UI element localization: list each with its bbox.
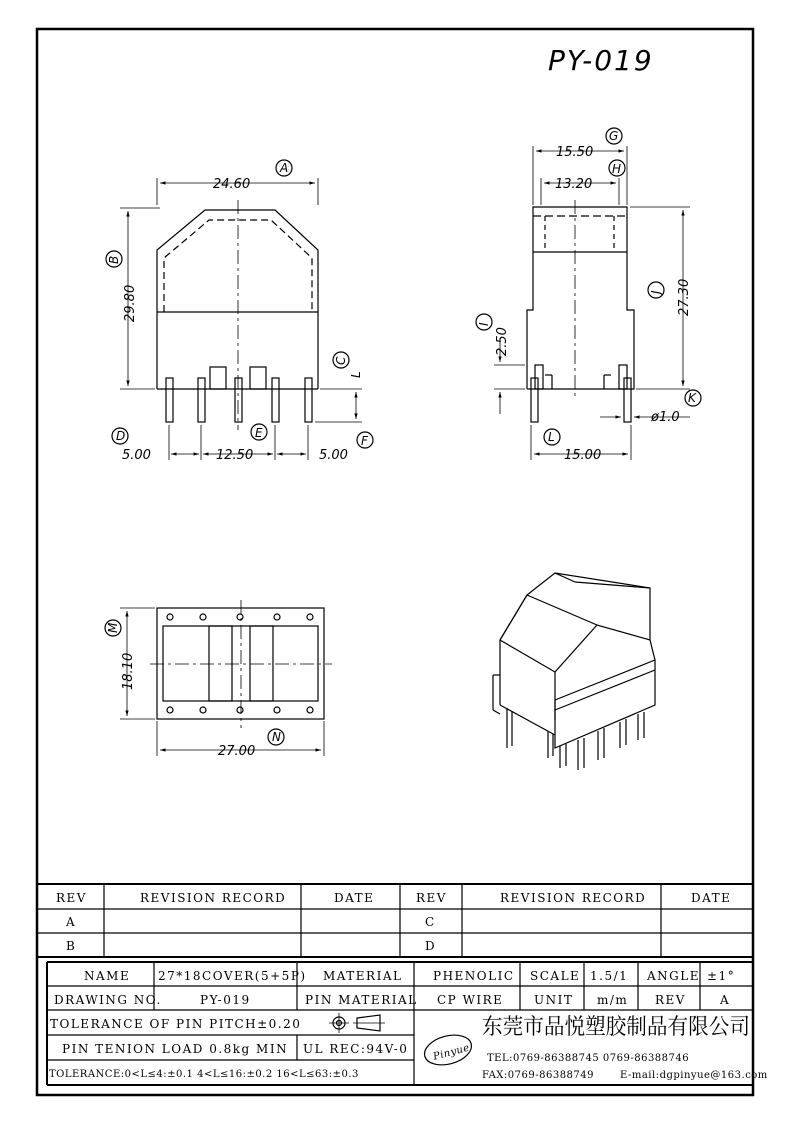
bottom-view [105, 600, 332, 756]
front-view [106, 160, 373, 460]
rev-header-left: REV [56, 891, 87, 905]
record-header-right: REVISION RECORD [500, 891, 647, 905]
rev-header-right: REV [416, 891, 447, 905]
marker-b: B [107, 255, 121, 264]
tolerance-general: TOLERANCE:0<L≤4:±0.1 4<L≤16:±0.2 16<L≤63:±0.3 [49, 1069, 359, 1080]
side-step-dim: 2.50 [495, 327, 510, 356]
scale-label: SCALE [530, 969, 581, 983]
side-pin-pitch-dim: 15.00 [564, 448, 602, 463]
marker-e: E [255, 426, 263, 440]
record-header-left: REVISION RECORD [140, 891, 287, 905]
date-header-right: DATE [691, 891, 732, 905]
company-name: 东莞市品悦塑胶制品有限公司 [482, 1015, 750, 1040]
company-logo-text: Pinyue [432, 1042, 471, 1063]
pin-span-mid-dim: 12.50 [216, 448, 254, 463]
bottom-length-dim: 27.00 [218, 744, 256, 759]
marker-c: C [334, 356, 348, 365]
angle-value: ±1° [707, 969, 736, 983]
angle-label: ANGLE [647, 969, 700, 983]
material-label: MATERIAL [323, 969, 403, 983]
marker-g: G [609, 129, 619, 143]
marker-l: L [548, 430, 555, 444]
front-width-dim: 24.60 [213, 177, 251, 192]
ul-rec: UL REC:94V-0 [303, 1042, 409, 1056]
pin-diameter-dim: ø1.0 [651, 410, 680, 425]
marker-h: H [612, 162, 622, 176]
marker-n: N [272, 730, 281, 744]
rev-row-d: D [425, 939, 437, 953]
unit-label: UNIT [534, 993, 574, 1007]
drawing-no-label: DRAWING NO. [54, 993, 162, 1007]
isometric-view [493, 573, 655, 770]
part-number-title: PY-019 [548, 44, 654, 77]
name-value: 27*18COVER(5+5P) [158, 969, 307, 983]
side-outer-width-dim: 15.50 [556, 145, 594, 160]
rev-value: A [720, 993, 731, 1007]
pin-length-label: L [349, 371, 363, 378]
material-value: PHENOLIC [433, 969, 515, 983]
marker-k: K [688, 391, 696, 405]
side-inner-width-dim: 13.20 [555, 177, 593, 192]
bottom-depth-dim: 18.10 [121, 652, 136, 690]
rev-row-a: A [66, 915, 77, 929]
marker-d: D [116, 429, 126, 443]
sheet-border [37, 29, 753, 1095]
drawing-no-value: PY-019 [200, 993, 251, 1007]
pin-material-value: CP WIRE [437, 993, 504, 1007]
rev-row-c: C [425, 915, 436, 929]
pin-span-left-dim: 5.00 [122, 448, 151, 463]
pin-span-right-dim: 5.00 [319, 448, 348, 463]
front-height-dim: 29.80 [123, 284, 138, 322]
marker-i: I [477, 322, 491, 326]
side-height-dim: 27.30 [677, 278, 692, 316]
marker-f: F [361, 434, 368, 448]
name-label: NAME [84, 969, 131, 983]
rev-label: REV [655, 993, 686, 1007]
company-fax: FAX:0769-86388749 [482, 1070, 595, 1081]
pin-tension: PIN TENION LOAD 0.8kg MIN [62, 1042, 289, 1056]
unit-value: m/m [597, 993, 629, 1007]
rev-row-b: B [66, 939, 77, 953]
company-email: E-mail:dgpinyue@163.com [620, 1070, 768, 1081]
tolerance-pitch: TOLERANCE OF PIN PITCH±0.20 [50, 1017, 302, 1031]
date-header-left: DATE [334, 891, 375, 905]
marker-a: A [280, 161, 289, 175]
pin-material-label: PIN MATERIAL [305, 993, 418, 1007]
scale-value: 1.5/1 [590, 969, 629, 983]
marker-j: J [649, 290, 663, 294]
company-tel: TEL:0769-86388745 0769-86388746 [487, 1053, 690, 1064]
marker-m: M [106, 622, 120, 633]
